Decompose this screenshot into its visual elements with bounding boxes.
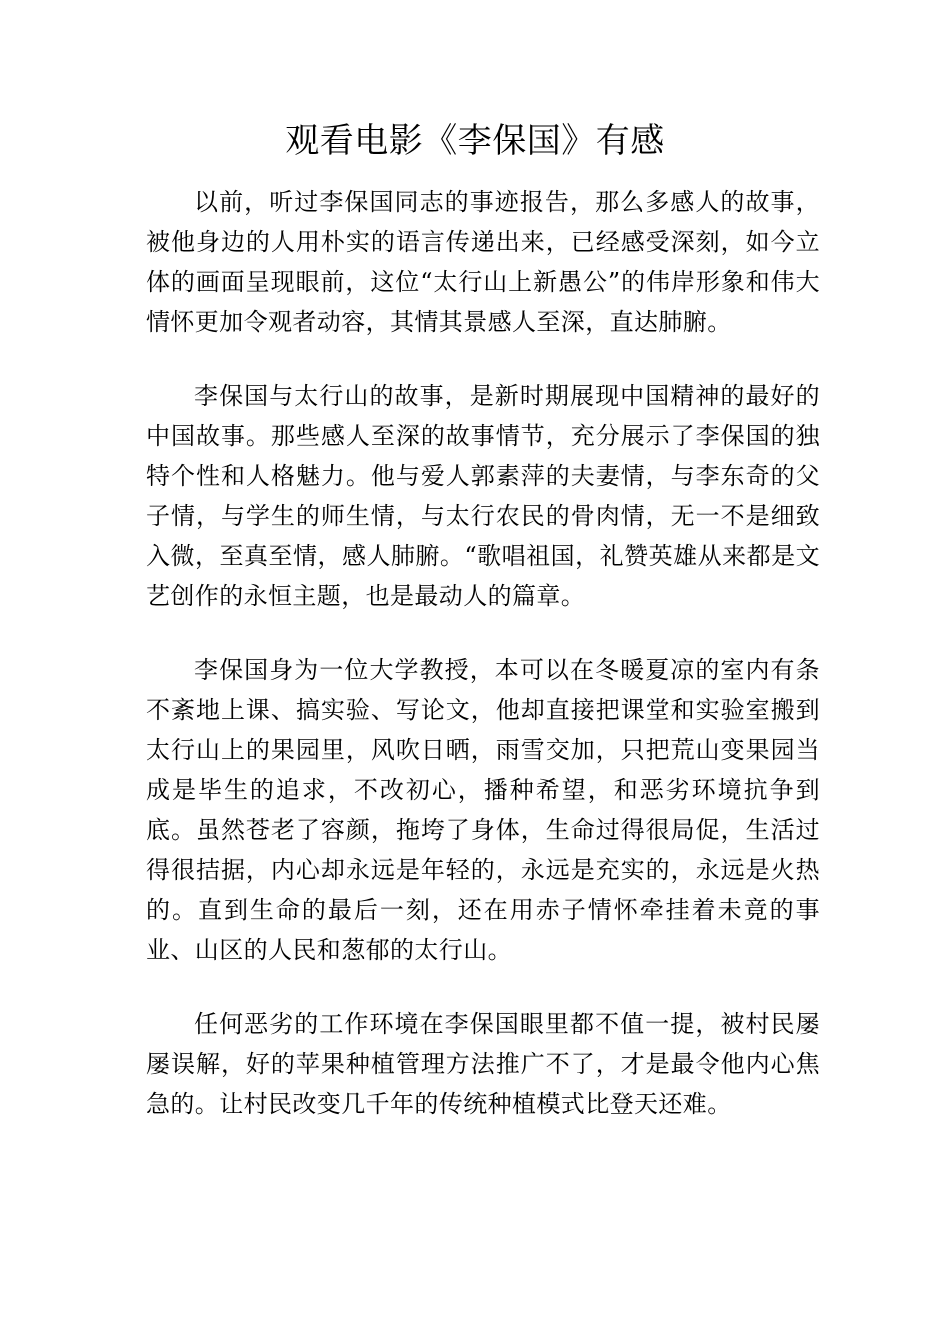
paragraph-3: 李保国身为一位大学教授，本可以在冬暖夏凉的室内有条不紊地上课、搞实验、写论文，他却直接把课堂和实验室搬到太行山上的果园里，风吹日晒，雨雪交加，只把荒山变果园当成是毕生的追求，不改初心，播种希望，和恶劣环境抗争到底。虽然苍老了容颜，拖垮了身体，生命过得很局促，生活过得很拮据，内心却永远是年轻的，永远是充实的，永远是火热的。直到生命的最后一刻，还在用赤子情怀牵挂着未竟的事业、山区的人民和葱郁的太行山。: [146, 656, 820, 964]
document-body: [146, 182, 820, 1158]
paragraph-2: 李保国与太行山的故事，是新时期展现中国精神的最好的中国故事。那些感人至深的故事情节，充分展示了李保国的独特个性和人格魅力。他与爱人郭素萍的夫妻情，与李东奇的父子情，与学生的师生情，与太行农民的骨肉情，无一不是细致入微，至真至情，感人肺腑。“歌唱祖国，礼赞英雄从来都是文艺创作的永恒主题，也是最动人的篇章。: [146, 382, 820, 610]
document-title: 观看电影《李保国》有感: [285, 121, 665, 161]
paragraph-1: 以前，听过李保国同志的事迹报告，那么多感人的故事，被他身边的人用朴实的语言传递出来，已经感受深刻，如今立体的画面呈现眼前，这位“太行山上新愚公”的伟岸形象和伟大情怀更加令观者动容，其情其景感人至深，直达肺腑。: [146, 188, 820, 336]
paragraph-4: 任何恶劣的工作环境在李保国眼里都不值一提，被村民屡屡误解，好的苹果种植管理方法推广不了，才是最令他内心焦急的。让村民改变几千年的传统种植模式比登天还难。: [146, 1010, 820, 1118]
